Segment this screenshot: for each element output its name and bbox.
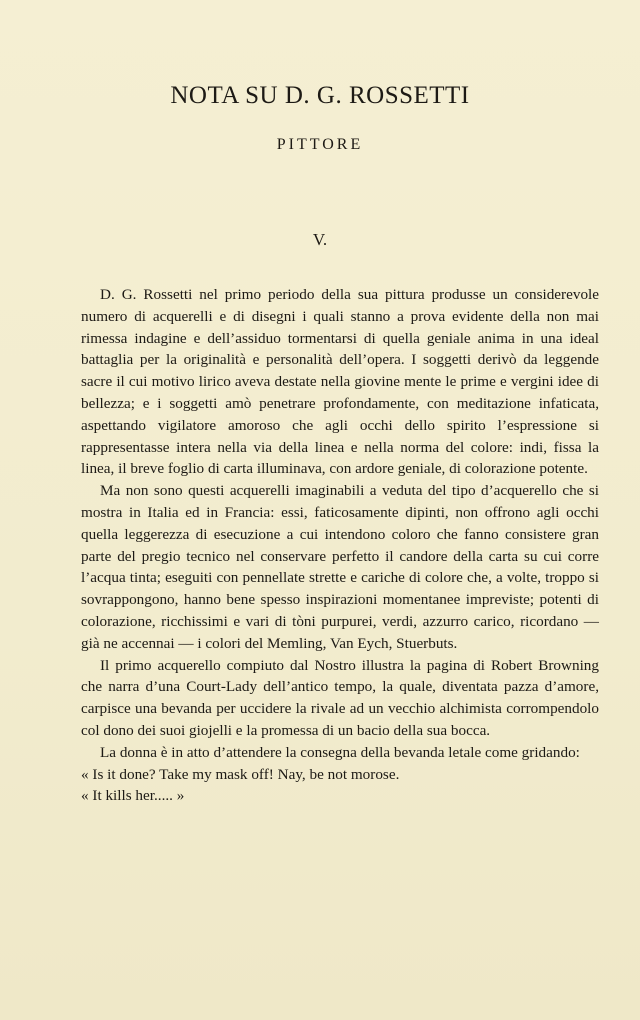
section-number: V. xyxy=(312,230,328,249)
paragraph-4: La donna è in atto d’attendere la consegna della bevanda letale come gridando: xyxy=(100,743,580,761)
paragraph-3: Il primo acquerello compiuto dal Nostro illustra la pagina di Robert Browning che narra d’una Court-Lady dell’antico tempo, la quale, diventata pazza d’amore, carpisce una bevanda per uccidere la rivale ad un vecchio alchimista corrompendolo col dono dei suoi giojelli e la promessa di un bacio della sua bocca. xyxy=(81,656,599,739)
page-title: NOTA SU D. G. ROSSETTI xyxy=(170,82,470,109)
body-text xyxy=(81,284,599,807)
paragraph-2: Ma non sono questi acquerelli imaginabili a veduta del tipo d’acquerello che si mostra in Italia ed in Francia: essi, faticosamente dipinti, non offrono agli occhi quella leggerezza di esecuzione a cui intendono coloro che fanno consistere gran parte del pregio tecnico nel conservare perfetto il candore della carta su cui corre l’acqua tinta; eseguiti con pennellate strette e cariche di colore che, a volte, troppo si sovrappongono, hanno bene spesso inspirazioni momentanee impreviste; potenti di colorazione, ricchissimi e vari di tòni purpurei, verdi, azzurro carico, ricordano — già ne accennai — i colori del Memling, Van Eych, Stuerbuts. xyxy=(81,482,599,652)
quote-line-2: « It kills her..... » xyxy=(81,787,185,805)
quote-line-1: « Is it done? Take my mask off! Nay, be not morose. xyxy=(81,765,400,783)
paragraph-1: D. G. Rossetti nel primo periodo della sua pittura produsse un considerevole numero di acquerelli e di disegni i quali stanno a prova evidente della non mai rimessa indagine e dell’assiduo tormentarsi di quella geniale anima in una ideal battaglia per la originalità e personalità dell’opera. I soggetti derivò da leggende sacre il cui motivo lirico aveva destate nella giovine mente le prime e vergini idee di bellezza; e i soggetti amò penetrare profondamente, con meditazione infaticata, aspettando vigilatore amoroso che agli occhi dello spirito l’espressione si rappresentasse intera nella via della linea e nella norma del colore: indi, fissa la linea, il breve foglio di carta illuminava, con ardore geniale, di colorazione potente. xyxy=(81,286,599,478)
page-subtitle: PITTORE xyxy=(276,136,364,153)
